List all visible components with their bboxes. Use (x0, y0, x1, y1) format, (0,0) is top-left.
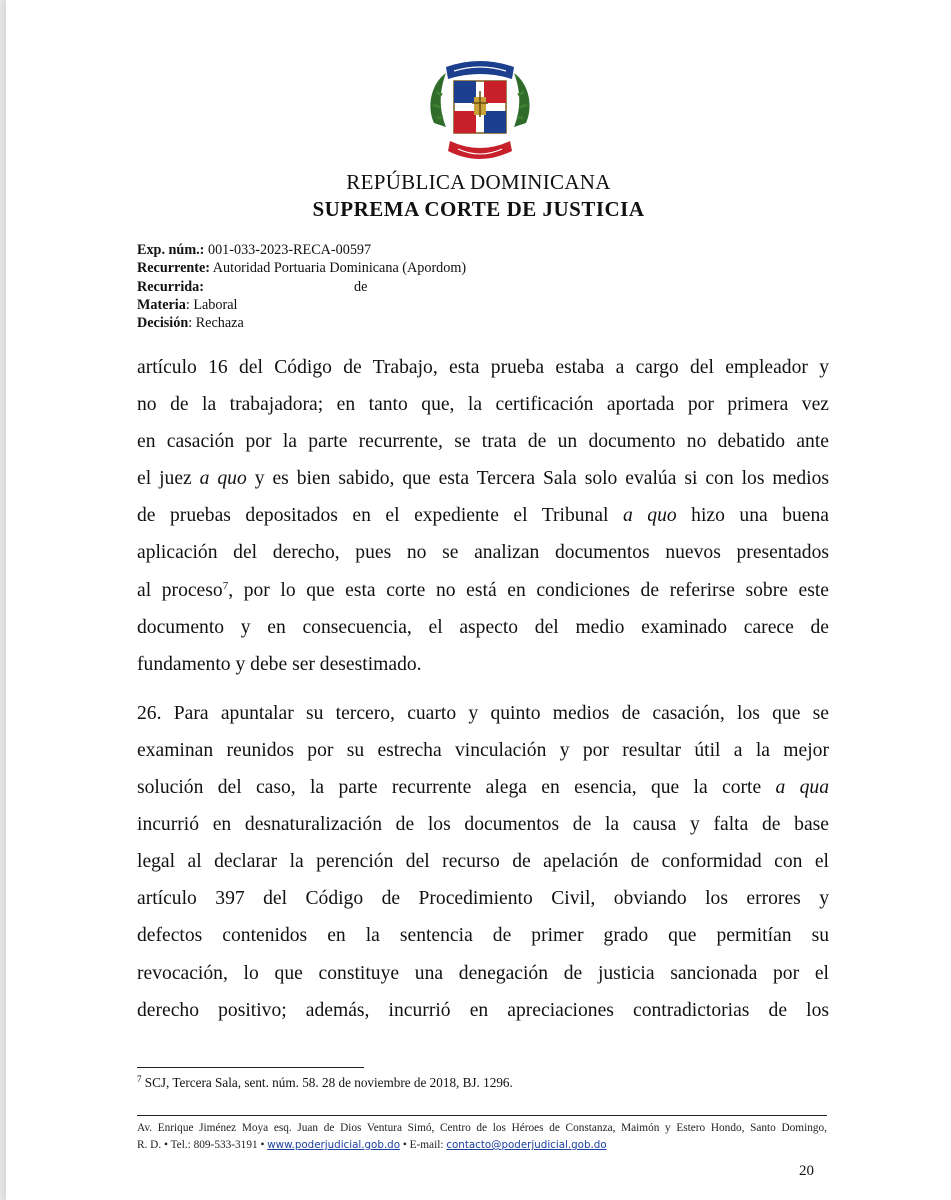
body-line: aplicación del derecho, pues no se analizan documentos nuevos presentados (137, 542, 829, 564)
respondent-row: Recurrida: de (137, 278, 368, 295)
appellant-row: Recurrente: Autoridad Portuaria Dominicana (Apordom) (137, 260, 467, 277)
body-line: solución del caso, la parte recurrente alega en esencia, que la corte a qua (137, 777, 829, 799)
email-link[interactable]: contacto@poderjudicial.gob.do (446, 1139, 607, 1151)
footnote: $^7$ SCJ, Tercera Sala, sent. núm. 58. 28 de noviembre de 2018, BJ. 1296. (137, 1074, 513, 1090)
footer-contact: R. D. • Tel.: 809-533-3191 • www.poderjudicial.gob.do • E-mail: contacto@poderjudicial.gob.do (137, 1139, 607, 1151)
body-line: artículo 16 del Código de Trabajo, esta prueba estaba a cargo del empleador y (137, 357, 829, 378)
body-line: examinan reunidos por su estrecha vinculación y por resultar útil a la mejor (137, 739, 829, 761)
footnote-divider (137, 1067, 364, 1068)
body-line: en casación por la parte recurrente, se trata de un documento no debatido ante (137, 431, 829, 453)
body-line: legal al declarar la perención del recurso de apelación de conformidad con el (137, 851, 829, 873)
case-number-row: Exp. núm.: 001-033-2023-RECA-00597 (137, 242, 372, 258)
body-line: defectos contenidos en la sentencia de primer grado que permitían su (137, 925, 829, 947)
decision-row: Decisión: Rechaza (137, 315, 244, 332)
page-number: 20 (799, 1163, 814, 1179)
body-line: derecho positivo; además, incurrió en apreciaciones contradictorias de los (137, 999, 829, 1021)
body-line: 26. Para apuntalar su tercero, cuarto y quinto medios de casación, los que se (137, 702, 829, 724)
document-body (137, 349, 829, 1029)
body-line: documento y en consecuencia, el aspecto del medio examinado carece de (137, 616, 829, 638)
country-heading: REPÚBLICA DOMINICANA (346, 170, 611, 194)
body-line: revocación, lo que constituye una denegación de justicia sancionada por el (137, 962, 829, 984)
body-line: el juez a quo y es bien sabido, que esta Tercera Sala solo evalúa si con los medios (137, 468, 829, 490)
footer-divider (137, 1115, 827, 1116)
case-metadata (137, 241, 466, 332)
coat-of-arms-icon (424, 55, 536, 170)
body-line: incurrió en desnaturalización de los documentos de la causa y falta de base (137, 814, 829, 836)
subject-row: Materia: Laboral (137, 296, 238, 313)
footer-address: Av. Enrique Jiménez Moya esq. Juan de Dios Ventura Simó, Centro de los Héroes de Constanza, Maimón y Estero Hondo, Santo Domingo, (137, 1122, 827, 1134)
footnote-reference: 7 (222, 579, 229, 592)
court-heading: SUPREMA CORTE DE JUSTICIA (312, 197, 645, 221)
body-line: de pruebas depositados en el expediente el Tribunal a quo hizo una buena (137, 505, 829, 527)
document-page (6, 0, 951, 1200)
page-footer (137, 1120, 827, 1154)
body-line: fundamento y debe ser desestimado. (137, 653, 422, 675)
body-line: artículo 397 del Código de Procedimiento Civil, obviando los errores y (137, 888, 829, 910)
website-link[interactable]: www.poderjudicial.gob.do (267, 1139, 400, 1151)
body-line: al proceso$^7$, por lo que esta corte no está en condiciones de referirse sobre este (137, 579, 829, 601)
body-line: no de la trabajadora; en tanto que, la certificación aportada por primera vez (137, 394, 829, 416)
